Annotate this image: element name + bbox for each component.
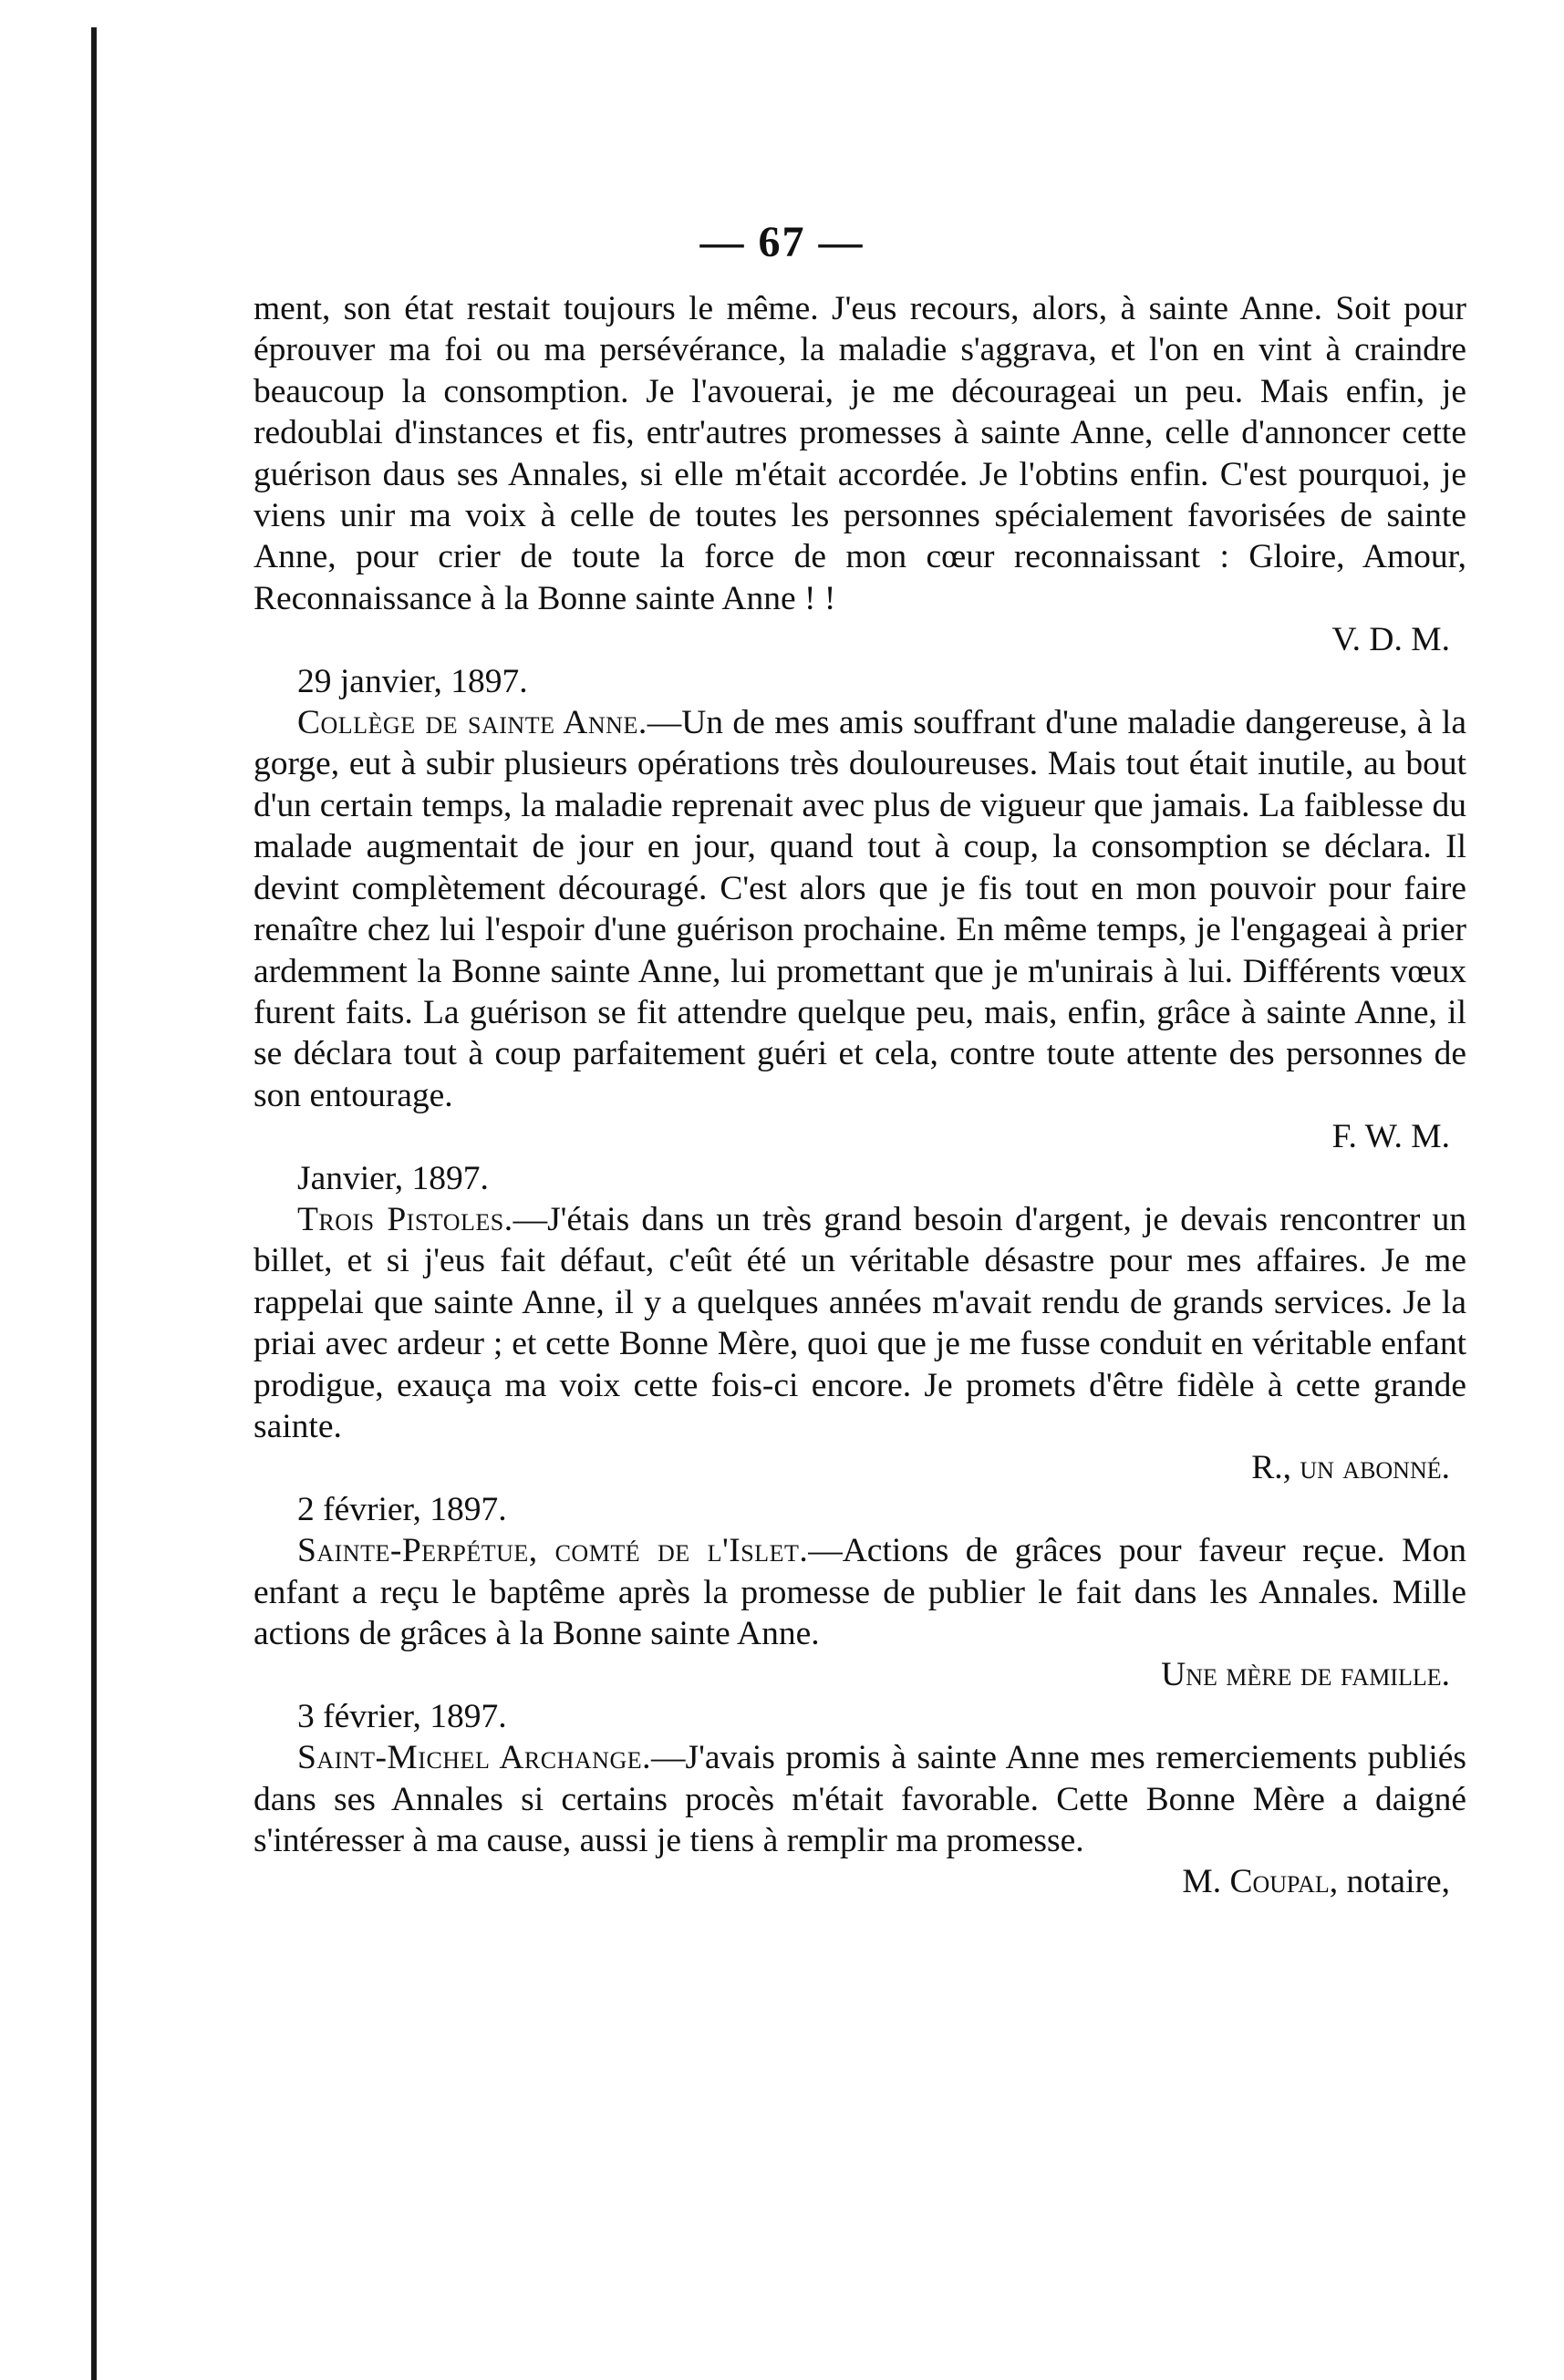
entry-2-body: —Un de mes amis souffrant d'une maladie dangereuse, à la gorge, eut à subir plusieurs opérations très douloureuses. Mais tout était inutile, au bout d'un certain temps, la maladie reprenait avec plus de vigueur que jamais. La faiblesse du malade augmentait de jour en jour, quand tout à coup, la consomption se déclara. Il devint complètement découragé. C'est alors que je fis tout en mon pouvoir pour faire renaître chez lui l'espoir d'une guérison prochaine. En même temps, je l'engageai à prier ardemment la Bonne sainte Anne, lui promettant que je m'unirais à lui. Différents vœux furent faits. La guérison se fit attendre quelque peu, mais, enfin, grâce à sainte Anne, il se déclara tout à coup parfaitement guéri et cela, contre toute attente des personnes de son entourage.	[254, 704, 1466, 1114]
page-text	[254, 288, 1466, 1903]
entry-5-date: 3 février, 1897.	[297, 1697, 507, 1735]
entry-3-signature-initial: R.,	[1251, 1449, 1300, 1487]
entry-5-signature-name: Coupal	[1229, 1863, 1330, 1901]
entry-3-paragraph	[254, 1199, 1466, 1447]
entry-3-body: —J'étais dans un très grand besoin d'argent, je devais rencontrer un billet, et si j'eus fait défaut, c'eût été un véritable désastre pour mes affaires. Je me rappelai que sainte Anne, il y a quelques années m'avait rendu de grands services. Je la priai avec ardeur ; et cette Bonne Mère, quoi que je me fusse conduit en véritable enfant prodigue, exauça ma voix cette fois-ci encore. Je promets d'être fidèle à cette grande sainte.	[254, 1200, 1466, 1445]
entry-3-signature-title: un abonné.	[1300, 1449, 1450, 1487]
entry-2-place: Collège de sainte Anne.	[297, 704, 647, 742]
page-number: — 67 —	[699, 218, 865, 266]
entry-1-body: ment, son état restait toujours le même. J'eus recours, alors, à sainte Anne. Soit pour éprouver ma foi ou ma persévérance, la maladie s'aggrava, et l'on en vint à craindre beaucoup la consomption. Je l'avouerai, je me décourageai un peu. Mais enfin, je redoublai d'instances et fis, entr'autres promesses à sainte Anne, celle d'annoncer cette guérison daus ses Annales, si elle m'était accordée. Je l'obtins enfin. C'est pourquoi, je viens unir ma voix à celle de toutes les personnes spécialement favorisées de sainte Anne, pour crier de toute la force de mon cœur reconnaissant : Gloire, Amour, Reconnaissance à la Bonne sainte Anne ! !	[254, 290, 1466, 617]
entry-5-signature-title: , notaire,	[1329, 1863, 1450, 1901]
entry-2-paragraph	[254, 702, 1466, 1116]
entry-3-date: Janvier, 1897.	[297, 1159, 489, 1197]
entry-1-signature: V. D. M.	[1331, 621, 1450, 659]
entry-2-signature: F. W. M.	[1331, 1118, 1450, 1156]
entry-4-body: —Actions de grâces pour faveur reçue. Mon enfant a reçu le baptême après la promesse de publier le fait dans les Annales. Mille actions de grâces à la Bonne sainte Anne.	[254, 1532, 1466, 1652]
entry-4-date: 2 février, 1897.	[297, 1490, 507, 1528]
entry-4-signature: Une mère de famille.	[1161, 1656, 1450, 1694]
page-binding-edge	[91, 27, 97, 2380]
entry-5-place: Saint-Michel Archange.	[297, 1739, 651, 1777]
entry-5-body: —J'avais promis à sainte Anne mes remerciements publiés dans ses Annales si certains procès m'était favorable. Cette Bonne Mère a daigné s'intéresser à ma cause, aussi je tiens à remplir ma promesse.	[254, 1739, 1466, 1860]
entry-3-place: Trois Pistoles.	[297, 1200, 513, 1238]
entry-3-signature	[254, 1447, 1466, 1488]
entry-4-paragraph	[254, 1530, 1466, 1654]
entry-4-place: Sainte-Perpétue, comté de l'Islet.	[297, 1532, 809, 1570]
entry-5-paragraph	[254, 1737, 1466, 1861]
entry-2-date: 29 janvier, 1897.	[297, 662, 528, 700]
entry-5-signature	[254, 1861, 1466, 1902]
entry-5-signature-initial: M.	[1182, 1863, 1230, 1901]
